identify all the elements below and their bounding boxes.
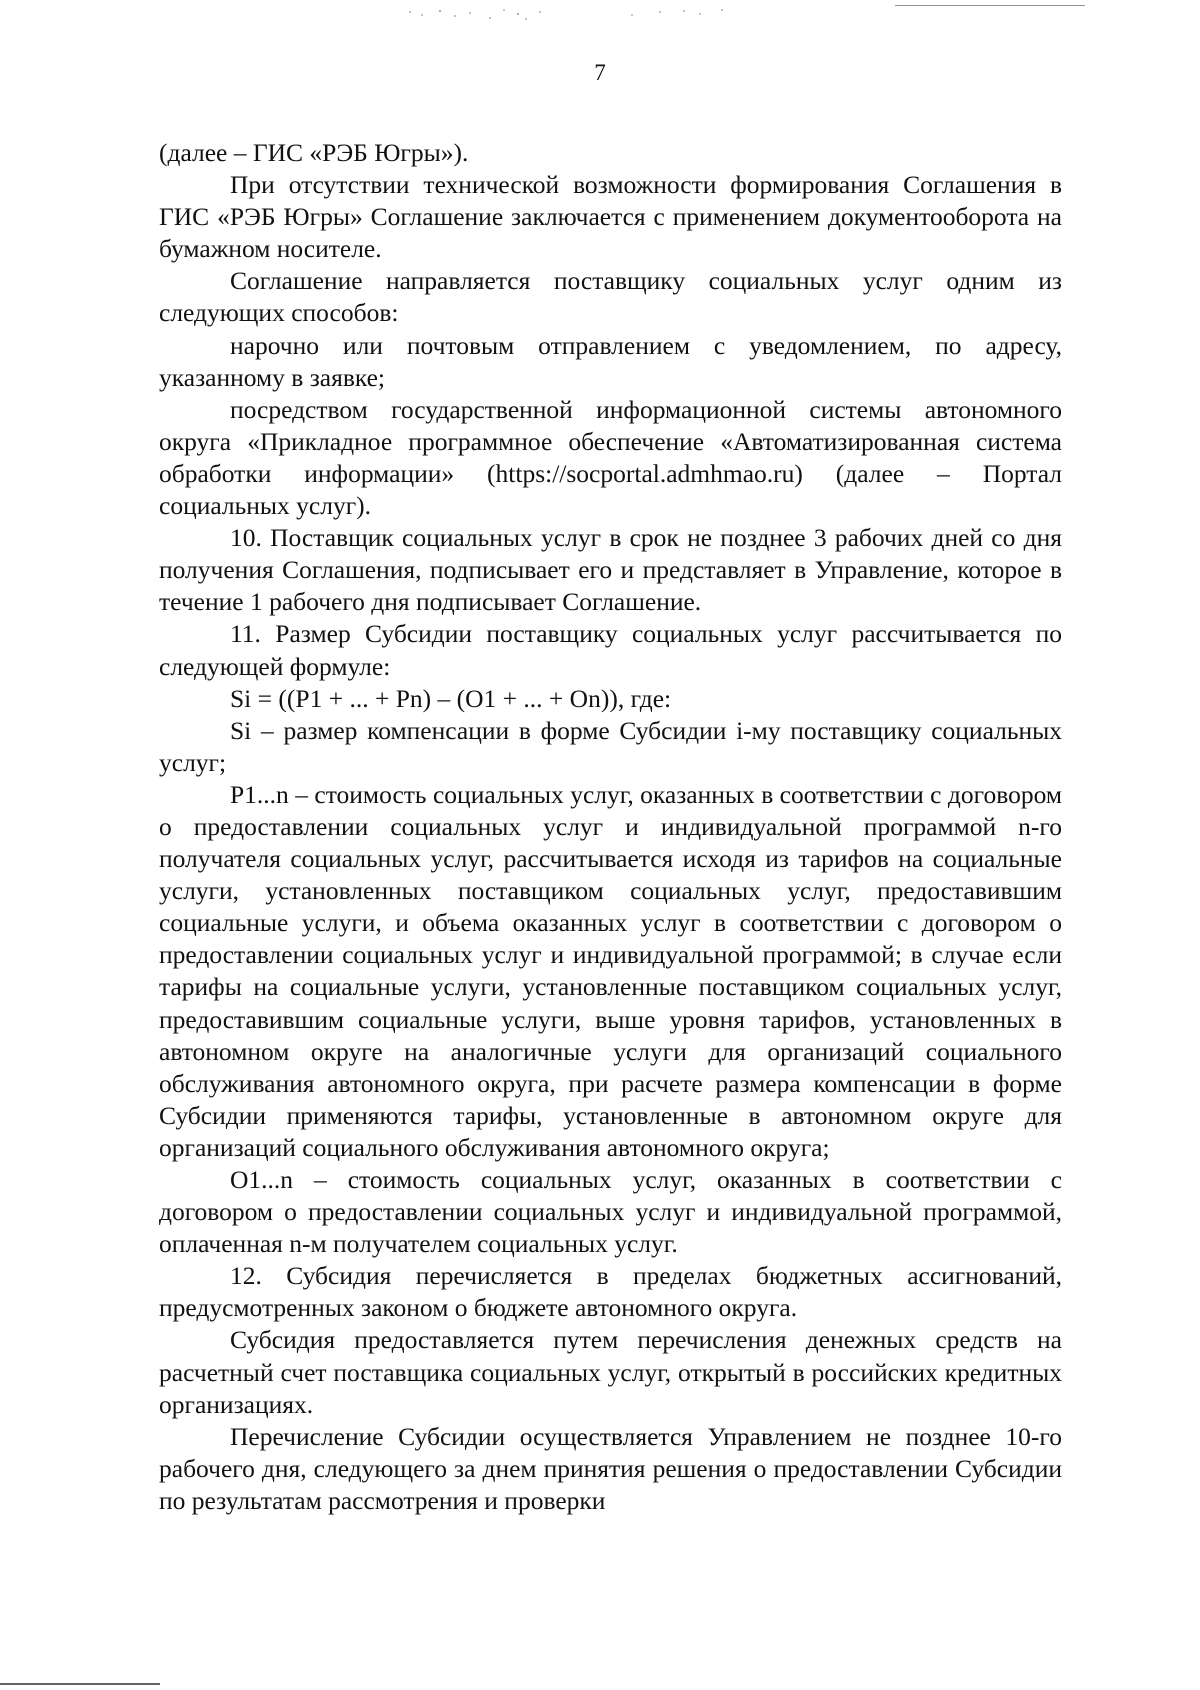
paragraph: Субсидия предоставляется путем перечисления денежных средств на расчетный счет поставщика социальных услуг, открытый в российских кредитных организациях. [159, 1325, 1062, 1419]
paragraph: Соглашение направляется поставщику социальных услуг одним из следующих способов: [159, 266, 1062, 328]
paragraph-item-12: 12. Субсидия перечисляется в пределах бюджетных ассигнований, предусмотренных законом о бюджете автономного округа. [159, 1261, 1062, 1323]
paragraph-item-10: 10. Поставщик социальных услуг в срок не позднее 3 рабочих дней со дня получения Соглашения, подписывает его и представляет в Управление, которое в течение 1 рабочего дня подписывает Соглашение. [159, 523, 1062, 617]
formula: Si = ((P1 + ... + Pn) – (O1 + ... + On)), где: [230, 683, 672, 713]
paragraph: Si – размер компенсации в форме Субсидии i-му поставщику социальных услуг; [159, 715, 1062, 777]
document-body [159, 137, 1062, 1517]
paragraph: При отсутствии технической возможности формирования Соглашения в ГИС «РЭБ Югры» Соглашение заключается с применением документооборота на бумажном носителе. [159, 170, 1062, 264]
paragraph: посредством государственной информационной системы автономного округа «Прикладное программное обеспечение «Автоматизированная система обработки информации» (https://socportal.admhmao.ru) (далее – Портал социальных услуг). [159, 394, 1062, 521]
paragraph: P1...n – стоимость социальных услуг, оказанных в соответствии с договором о предоставлении социальных услуг и индивидуальной программой n-го получателя социальных услуг, рассчитывается исходя из тарифов на социальные услуги, установленных поставщиком социальных услуг, предоставившим социальные услуги, и объема оказанных услуг в соответствии с договором о предоставлении социальных услуг и индивидуальной программой; в случае если тарифы на социальные услуги, установленные поставщиком социальных услуг, предоставившим социальные услуги, выше уровня тарифов, установленных в автономном округе на аналогичные услуги для организаций социального обслуживания автономного округа, при расчете размера компенсации в форме Субсидии применяются тарифы, установленные в автономном округе для организаций социального обслуживания автономного округа; [159, 779, 1062, 1162]
paragraph: Перечисление Субсидии осуществляется Управлением не позднее 10-го рабочего дня, следующего за днем принятия решения о предоставлении Субсидии по результатам рассмотрения и проверки [159, 1421, 1062, 1515]
page-number: 7 [594, 60, 606, 85]
paragraph: (далее – ГИС «РЭБ Югры»). [159, 138, 469, 167]
scan-edge-top-right [895, 5, 1085, 6]
paragraph: O1...n – стоимость социальных услуг, оказанных в соответствии с договором о предоставлении социальных услуг и индивидуальной программой, оплаченная n-м получателем социальных услуг. [159, 1165, 1062, 1259]
scan-edge-bottom-left [0, 1683, 160, 1685]
paragraph: нарочно или почтовым отправлением с уведомлением, по адресу, указанному в заявке; [159, 330, 1062, 392]
paragraph-item-11: 11. Размер Субсидии поставщику социальных услуг рассчитывается по следующей формуле: [159, 619, 1062, 681]
scan-noise-top [400, 6, 770, 22]
